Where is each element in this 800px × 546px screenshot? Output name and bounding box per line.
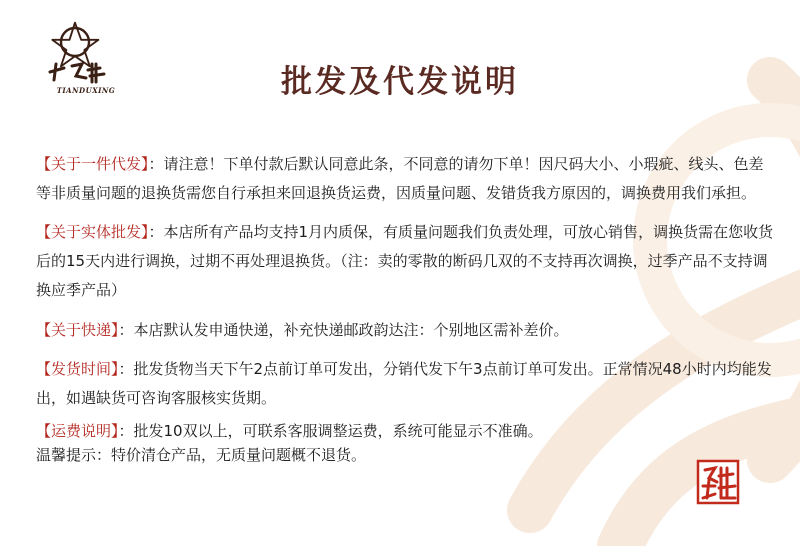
red-seal-stamp-icon (695, 458, 741, 506)
logo-text: TIANDUXING (56, 86, 116, 95)
section-freight (36, 419, 778, 467)
section-express (36, 316, 778, 345)
section-wholesale (36, 218, 778, 305)
warm-tip-text: 温馨提示：特价清仓产品，无质量问题概不退货。 (36, 446, 367, 464)
section-shipping-time (36, 355, 778, 413)
section-tag: 【关于实体批发】 (36, 223, 149, 241)
section-one-piece-dropship (36, 150, 778, 208)
content-body (36, 150, 778, 467)
section-tag: 【关于快递】 (36, 321, 119, 339)
section-tag: 【运费说明】 (36, 422, 119, 440)
section-text: ：批发货物当天下午2点前订单可发出，分销代发下午3点前订单可发出。正常情况48小时内均能发出，如遇缺货可咨询客服核实货期。 (36, 360, 772, 407)
section-text: ：请注意！下单付款后默认同意此条，不同意的请勿下单！因尺码大小、小瑕疵、线头、色差等非质量问题的退换货需您自行承担来回退换货运费，因质量问题、发错货我方原因的，调换费用我们承担。 (36, 155, 764, 202)
page-title: 批发及代发说明 (281, 64, 519, 100)
section-text: ：批发10双以上，可联系客服调整运费，系统可能显示不准确。 (118, 422, 543, 440)
section-tag: 【关于一件代发】 (36, 155, 149, 173)
section-text: ：本店所有产品均支持1月内质保，有质量问题我们负责处理，可放心销售，调换货需在您收货后的15天内进行调换，过期不再处理退换货。（注：卖的零散的断码几双的不支持再次调换，过季产品不支持调换应季产品） (36, 223, 774, 299)
section-text: ：本店默认发申通快递，补充快递邮政韵达注：个别地区需补差价。 (118, 321, 569, 339)
section-tag: 【发货时间】 (36, 360, 119, 378)
